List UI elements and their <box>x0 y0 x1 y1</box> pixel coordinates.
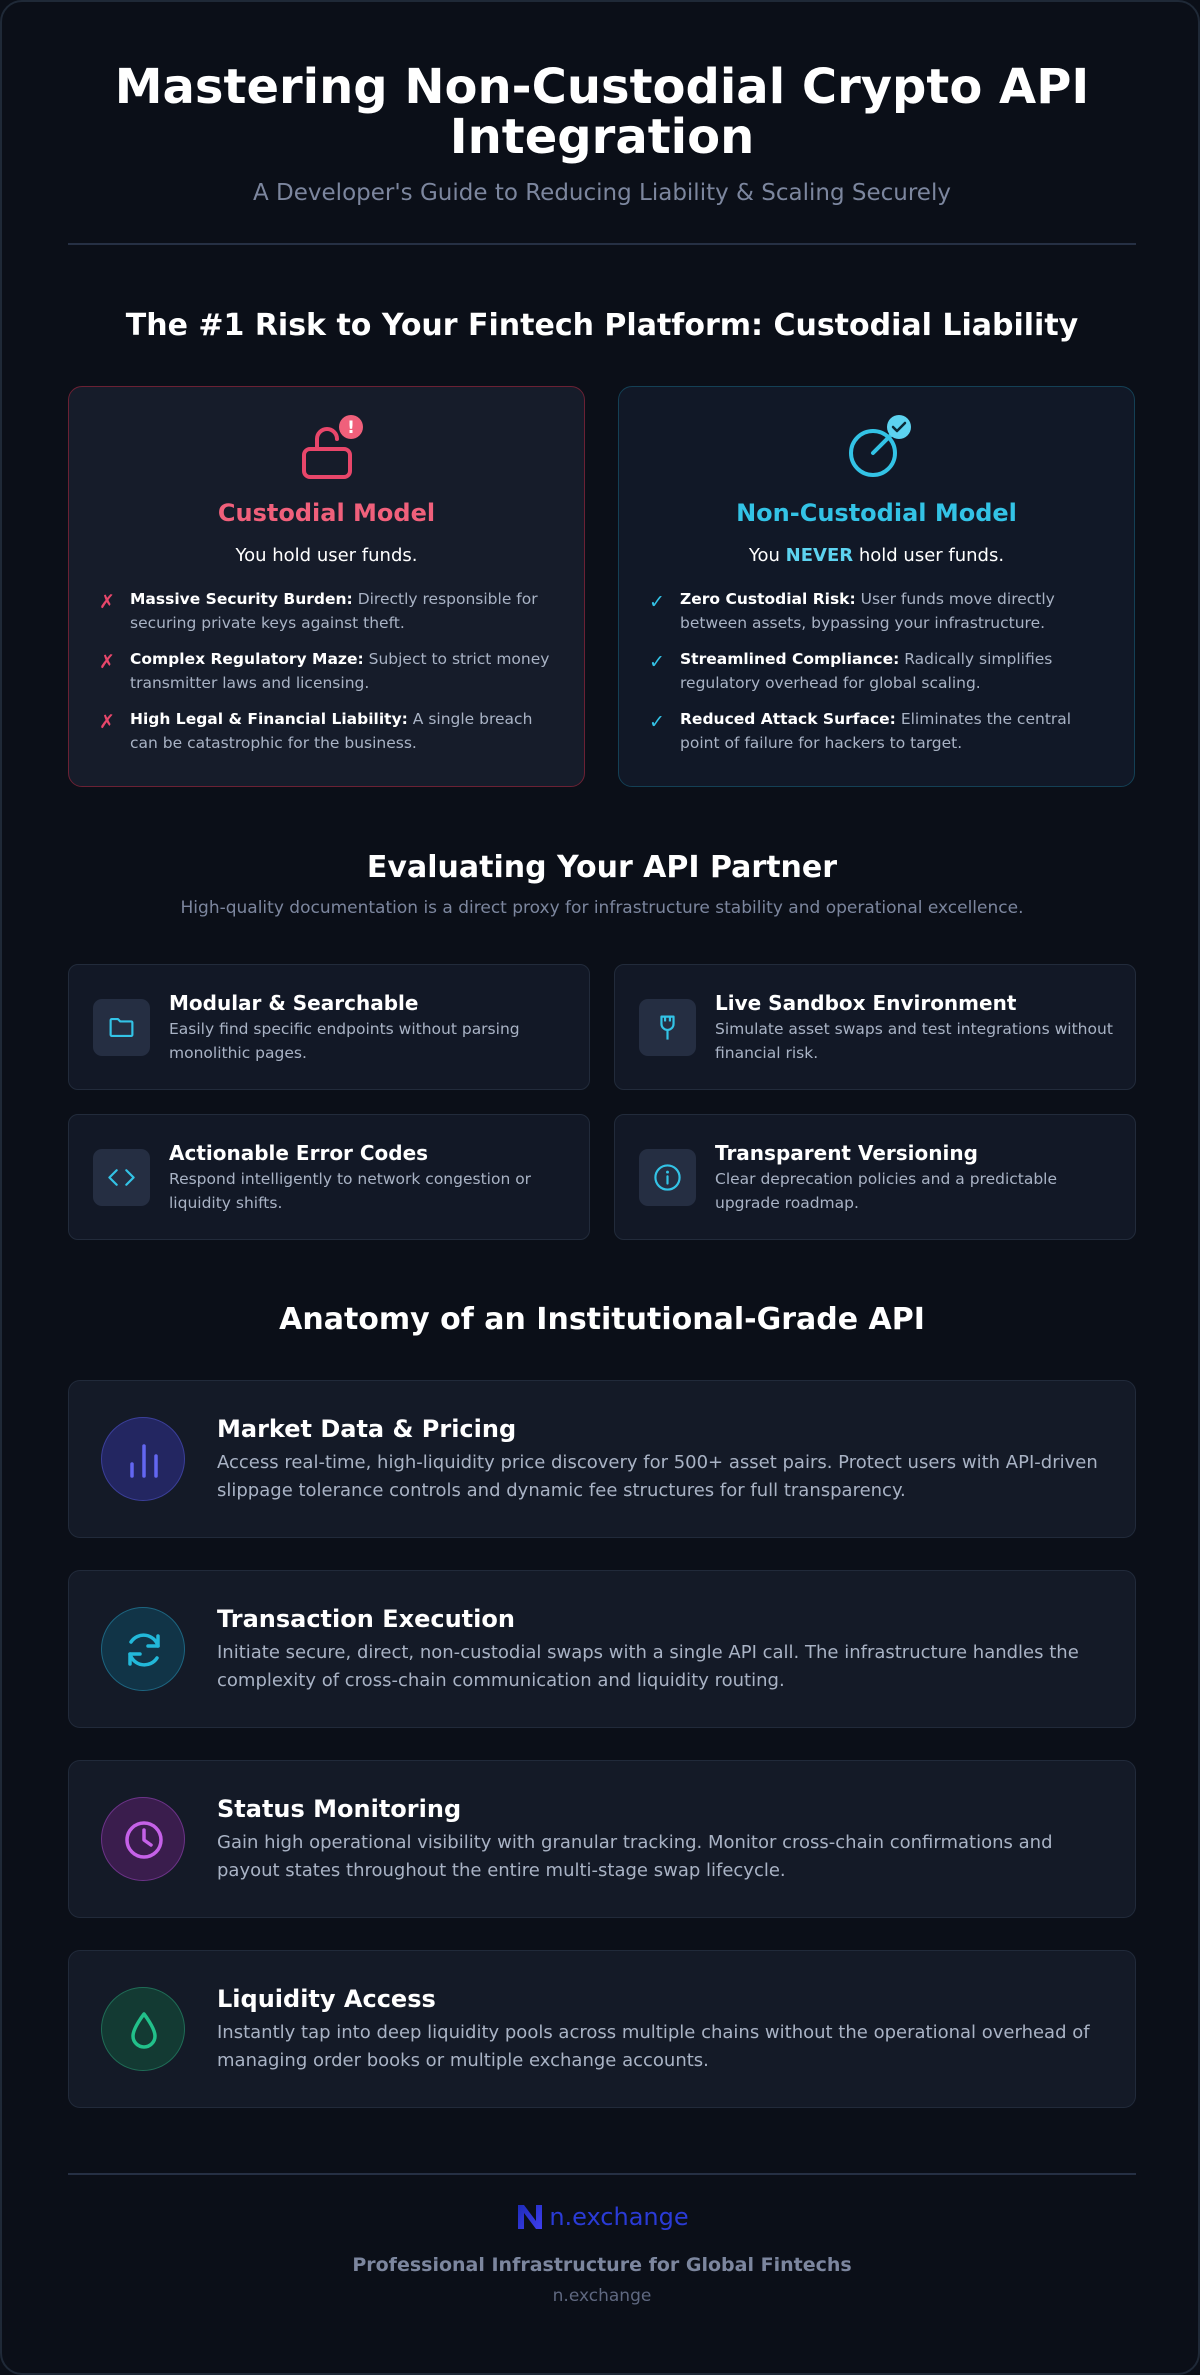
clock-icon <box>122 1818 166 1862</box>
feature-card-error-codes <box>68 1114 590 1240</box>
page-subtitle: A Developer's Guide to Reducing Liability & Scaling Securely <box>253 180 951 206</box>
bar-chart-icon <box>122 1438 166 1482</box>
anatomy-item-description: Instantly tap into deep liquidity pools across multiple chains without the operational overhead of managing order books or multiple exchange accounts. <box>217 2022 1090 2071</box>
item-text: Eliminates the central point of failure for hackers to target. <box>680 710 1072 752</box>
item-heading: Complex Regulatory Maze: <box>130 650 364 668</box>
risk-section-title: The #1 Risk to Your Fintech Platform: Custodial Liability <box>125 308 1079 343</box>
check-icon: ✓ <box>649 591 665 613</box>
never-emphasis: NEVER <box>785 545 854 566</box>
footer-divider <box>68 2173 1136 2175</box>
feature-card-versioning <box>614 1114 1136 1240</box>
custodial-risk-list <box>99 587 558 767</box>
non-custodial-model-card <box>618 386 1135 787</box>
check-icon: ✓ <box>649 711 665 733</box>
list-item <box>99 707 558 767</box>
evaluate-section-title: Evaluating Your API Partner <box>366 850 838 885</box>
list-item <box>649 647 1108 707</box>
feature-card-sandbox <box>614 964 1136 1090</box>
item-heading: Zero Custodial Risk: <box>680 590 856 608</box>
feature-description: Simulate asset swaps and test integrations without financial risk. <box>715 1020 1113 1062</box>
cross-icon: ✗ <box>99 591 115 613</box>
anatomy-card-status-monitoring <box>68 1760 1136 1918</box>
list-item <box>99 587 558 647</box>
item-heading: High Legal & Financial Liability: <box>130 710 408 728</box>
custodial-model-card <box>68 386 585 787</box>
feature-title: Live Sandbox Environment <box>715 991 1017 1015</box>
item-text: Subject to strict money transmitter laws and licensing. <box>130 650 550 692</box>
feature-title: Actionable Error Codes <box>169 1141 429 1165</box>
anatomy-item-title: Transaction Execution <box>217 1605 515 1633</box>
evaluate-section-subtitle: High-quality documentation is a direct proxy for infrastructure stability and operational excellence. <box>180 898 1024 918</box>
anatomy-card-market-data <box>68 1380 1136 1538</box>
brand-logo <box>68 2202 1136 2236</box>
anatomy-item-title: Market Data & Pricing <box>217 1415 517 1443</box>
anatomy-card-transaction-execution <box>68 1570 1136 1728</box>
feature-card-modular <box>68 964 590 1090</box>
anatomy-item-description: Access real-time, high-liquidity price discovery for 500+ asset pairs. Protect users with API-driven slippage tolerance controls and dynamic fee structures for full transparency. <box>217 1452 1098 1501</box>
custodial-model-tagline: You hold user funds. <box>235 545 418 566</box>
non-custodial-model-title: Non-Custodial Model <box>736 499 1017 527</box>
list-item <box>649 587 1108 647</box>
check-icon: ✓ <box>649 651 665 673</box>
item-heading: Streamlined Compliance: <box>680 650 900 668</box>
list-item <box>99 647 558 707</box>
item-text: User funds move directly between assets, bypassing your infrastructure. <box>680 590 1055 632</box>
feature-title: Modular & Searchable <box>169 991 419 1015</box>
custodial-model-title: Custodial Model <box>217 499 436 527</box>
anatomy-section-title: Anatomy of an Institutional-Grade API <box>279 1302 925 1337</box>
feature-description: Respond intelligently to network congestion or liquidity shifts. <box>169 1170 532 1212</box>
non-custodial-model-tagline: You NEVER hold user funds. <box>748 545 1005 566</box>
anatomy-item-title: Status Monitoring <box>217 1795 462 1823</box>
feature-description: Clear deprecation policies and a predictable upgrade roadmap. <box>715 1170 1058 1212</box>
item-heading: Massive Security Burden: <box>130 590 353 608</box>
footer-tagline: Professional Infrastructure for Global Fintechs <box>352 2254 852 2276</box>
info-icon <box>653 1163 682 1192</box>
target-check-icon <box>841 413 913 485</box>
item-heading: Reduced Attack Surface: <box>680 710 896 728</box>
non-custodial-benefit-list <box>649 587 1108 767</box>
cross-icon: ✗ <box>99 651 115 673</box>
item-text: Radically simplifies regulatory overhead for global scaling. <box>680 650 1053 692</box>
anatomy-item-title: Liquidity Access <box>217 1985 436 2013</box>
n-logo-icon <box>515 2202 545 2232</box>
feature-description: Easily find specific endpoints without parsing monolithic pages. <box>169 1020 520 1062</box>
folder-icon <box>107 1013 136 1042</box>
droplet-icon <box>122 2008 166 2052</box>
plug-icon <box>653 1013 682 1042</box>
svg-text:!: ! <box>346 418 355 438</box>
anatomy-item-description: Gain high operational visibility with granular tracking. Monitor cross-chain confirmations and payout states throughout the entire multi-stage swap lifecycle. <box>217 1832 1053 1881</box>
list-item <box>649 707 1108 767</box>
code-icon <box>107 1163 136 1192</box>
cross-icon: ✗ <box>99 711 115 733</box>
refresh-icon <box>122 1628 166 1672</box>
page-title: Mastering Non-Custodial Crypto API Integration <box>114 59 1090 165</box>
anatomy-item-description: Initiate secure, direct, non-custodial swaps with a single API call. The infrastructure handles the complexity of cross-chain communication and liquidity routing. <box>217 1642 1079 1691</box>
item-text: Directly responsible for securing private keys against theft. <box>130 590 538 632</box>
brand-name: n.exchange <box>549 2203 689 2231</box>
footer-url: n.exchange <box>552 2286 652 2306</box>
anatomy-card-liquidity-access <box>68 1950 1136 2108</box>
unlocked-padlock-icon <box>291 413 363 485</box>
divider <box>68 243 1136 245</box>
feature-title: Transparent Versioning <box>715 1141 978 1165</box>
item-text: A single breach can be catastrophic for the business. <box>130 710 533 752</box>
